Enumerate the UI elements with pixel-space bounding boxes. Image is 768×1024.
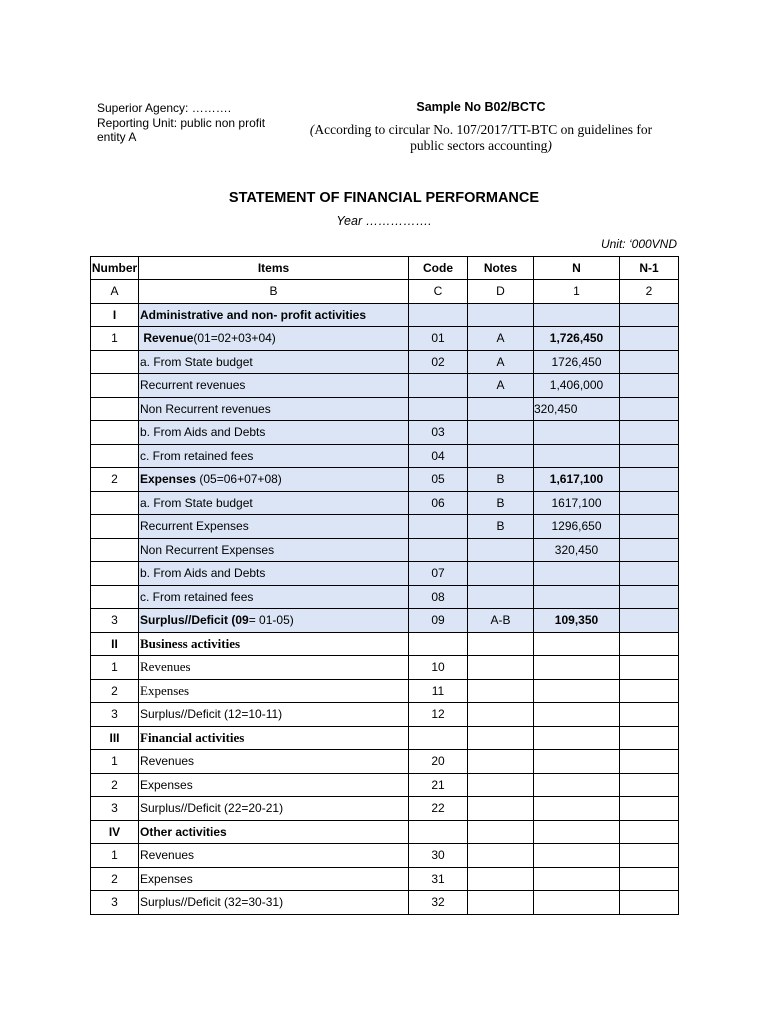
- section-label: Business activities: [139, 632, 409, 656]
- table-row: [91, 773, 679, 797]
- circular-close-paren: ): [547, 138, 552, 153]
- header-right: [300, 100, 662, 154]
- column-letter-row: [91, 280, 679, 304]
- table-row: [91, 891, 679, 915]
- row-value-n: 1296,650: [534, 515, 620, 539]
- table-row: [91, 844, 679, 868]
- row-number: 1: [91, 327, 139, 351]
- row-notes: [468, 444, 534, 468]
- row-item: Surplus//Deficit (32=30-31): [139, 891, 409, 915]
- col-header-items: Items: [139, 257, 409, 280]
- row-code: 21: [409, 773, 468, 797]
- table-row: [91, 703, 679, 727]
- row-number: 2: [91, 773, 139, 797]
- col-header-number: Number: [91, 257, 139, 280]
- row-item-formula: = 01-05): [248, 613, 294, 628]
- row-item: Expenses: [139, 867, 409, 891]
- col-header-n: N: [534, 257, 620, 280]
- superior-agency: Superior Agency: ……….: [97, 101, 232, 115]
- row-item: Revenues: [139, 844, 409, 868]
- row-code: [409, 515, 468, 539]
- circular-open-paren: (: [309, 122, 315, 137]
- row-number: [91, 421, 139, 445]
- row-code: 06: [409, 491, 468, 515]
- row-item: Revenues: [139, 656, 409, 680]
- table-row: [91, 421, 679, 445]
- section-number: IV: [91, 820, 139, 844]
- row-code: 04: [409, 444, 468, 468]
- sample-number: Sample No B02/BCTC: [416, 100, 546, 114]
- table-row: [91, 350, 679, 374]
- table-row: [91, 609, 679, 633]
- row-item: a. From State budget: [139, 491, 409, 515]
- row-value-n-1: [620, 397, 679, 421]
- row-value-n-1: [620, 444, 679, 468]
- row-value-n: [534, 585, 620, 609]
- row-notes: [468, 585, 534, 609]
- row-notes: [468, 397, 534, 421]
- row-item: Surplus//Deficit (12=10-11): [139, 703, 409, 727]
- row-code: 02: [409, 350, 468, 374]
- row-number: [91, 350, 139, 374]
- row-value-n-1: [620, 562, 679, 586]
- section-row: [91, 632, 679, 656]
- unit-label: Unit: ‘000VND: [600, 237, 677, 251]
- col-header-code: Code: [409, 257, 468, 280]
- col-letter-2: 2: [620, 280, 679, 304]
- row-number: [91, 444, 139, 468]
- row-item: [139, 609, 409, 633]
- row-value-n: 1,617,100: [534, 468, 620, 492]
- row-value-n-1: [620, 421, 679, 445]
- row-code: 22: [409, 797, 468, 821]
- table-row: [91, 468, 679, 492]
- row-code: [409, 538, 468, 562]
- section-row: [91, 820, 679, 844]
- row-item: c. From retained fees: [139, 444, 409, 468]
- row-item: a. From State budget: [139, 350, 409, 374]
- table-row: [91, 327, 679, 351]
- table-row: [91, 562, 679, 586]
- row-value-n: [534, 421, 620, 445]
- row-code: 08: [409, 585, 468, 609]
- section-row: [91, 303, 679, 327]
- section-label: Other activities: [139, 820, 409, 844]
- row-value-n-1: [620, 538, 679, 562]
- financial-performance-table: [90, 256, 679, 915]
- section-number: I: [91, 303, 139, 327]
- row-value-n: 109,350: [534, 609, 620, 633]
- row-number: 3: [91, 891, 139, 915]
- row-item: b. From Aids and Debts: [139, 562, 409, 586]
- row-notes: [468, 421, 534, 445]
- row-number: 3: [91, 797, 139, 821]
- col-letter-b: B: [139, 280, 409, 304]
- circular-reference: [300, 122, 662, 154]
- row-value-n: 1,726,450: [534, 327, 620, 351]
- row-item-formula: (01=02+03+04): [193, 331, 276, 346]
- row-value-n: 320,450: [534, 397, 620, 421]
- table-row: [91, 585, 679, 609]
- document-title: STATEMENT OF FINANCIAL PERFORMANCE: [228, 190, 540, 206]
- row-value-n: 1726,450: [534, 350, 620, 374]
- row-value-n: [534, 562, 620, 586]
- row-code: [409, 397, 468, 421]
- row-number: [91, 585, 139, 609]
- row-code: 07: [409, 562, 468, 586]
- row-notes: [468, 538, 534, 562]
- row-item: Non Recurrent revenues: [139, 397, 409, 421]
- row-notes: B: [468, 515, 534, 539]
- row-item: Recurrent Expenses: [139, 515, 409, 539]
- row-notes: [468, 562, 534, 586]
- row-code: 10: [409, 656, 468, 680]
- table-row: [91, 444, 679, 468]
- row-item-bold: Expenses: [140, 472, 197, 487]
- row-notes: B: [468, 491, 534, 515]
- row-value-n: 1617,100: [534, 491, 620, 515]
- row-value-n-1: [620, 350, 679, 374]
- table-row: [91, 538, 679, 562]
- table-row: [91, 750, 679, 774]
- row-number: 2: [91, 468, 139, 492]
- row-item: Surplus//Deficit (22=20-21): [139, 797, 409, 821]
- row-item: Recurrent revenues: [139, 374, 409, 398]
- row-code: 12: [409, 703, 468, 727]
- row-value-n-1: [620, 468, 679, 492]
- row-code: 01: [409, 327, 468, 351]
- row-code: 20: [409, 750, 468, 774]
- row-value-n-1: [620, 327, 679, 351]
- row-number: [91, 515, 139, 539]
- col-header-notes: Notes: [468, 257, 534, 280]
- row-item: b. From Aids and Debts: [139, 421, 409, 445]
- row-item: Revenues: [139, 750, 409, 774]
- row-notes: A: [468, 374, 534, 398]
- row-value-n: 1,406,000: [534, 374, 620, 398]
- row-value-n-1: [620, 374, 679, 398]
- row-notes: B: [468, 468, 534, 492]
- row-number: [91, 562, 139, 586]
- header-left: [97, 101, 297, 145]
- table-row: [91, 797, 679, 821]
- row-item: Expenses: [139, 679, 409, 703]
- row-value-n-1: [620, 609, 679, 633]
- row-value-n: [534, 444, 620, 468]
- row-value-n-1: [620, 585, 679, 609]
- circular-text: According to circular No. 107/2017/TT-BTC on guidelines for public sectors accounting: [314, 122, 653, 153]
- row-notes: A-B: [468, 609, 534, 633]
- table-row: [91, 679, 679, 703]
- reporting-unit: Reporting Unit: public non profit entity A: [97, 115, 266, 144]
- row-item-formula: (05=06+07+08): [196, 472, 282, 487]
- section-label: Financial activities: [139, 726, 409, 750]
- col-letter-a: A: [91, 280, 139, 304]
- row-code: 03: [409, 421, 468, 445]
- table-row: [91, 867, 679, 891]
- row-notes: A: [468, 350, 534, 374]
- row-value-n: 320,450: [534, 538, 620, 562]
- row-notes: A: [468, 327, 534, 351]
- year-line: Year …………….: [336, 214, 432, 228]
- row-code: 05: [409, 468, 468, 492]
- section-row: [91, 726, 679, 750]
- col-letter-c: C: [409, 280, 468, 304]
- table-header-row: [91, 257, 679, 280]
- row-number: [91, 374, 139, 398]
- row-number: [91, 538, 139, 562]
- row-item: Expenses: [139, 773, 409, 797]
- section-number: II: [91, 632, 139, 656]
- row-value-n-1: [620, 491, 679, 515]
- row-item-bold: Surplus//Deficit (09: [140, 613, 249, 628]
- row-number: 1: [91, 844, 139, 868]
- col-letter-d: D: [468, 280, 534, 304]
- row-code: 11: [409, 679, 468, 703]
- row-number: [91, 397, 139, 421]
- row-number: 3: [91, 609, 139, 633]
- table-row: [91, 397, 679, 421]
- table-row: [91, 515, 679, 539]
- row-item: Non Recurrent Expenses: [139, 538, 409, 562]
- section-number: III: [91, 726, 139, 750]
- table-row: [91, 656, 679, 680]
- row-code: 31: [409, 867, 468, 891]
- row-number: [91, 491, 139, 515]
- row-code: 32: [409, 891, 468, 915]
- row-item: c. From retained fees: [139, 585, 409, 609]
- col-header-n-1: N-1: [620, 257, 679, 280]
- row-code: 09: [409, 609, 468, 633]
- row-value-n-1: [620, 515, 679, 539]
- col-letter-1: 1: [534, 280, 620, 304]
- row-number: 2: [91, 679, 139, 703]
- row-code: 30: [409, 844, 468, 868]
- row-number: 1: [91, 656, 139, 680]
- row-item: [139, 468, 409, 492]
- row-item: [139, 327, 409, 351]
- table-row: [91, 491, 679, 515]
- row-code: [409, 374, 468, 398]
- row-number: 3: [91, 703, 139, 727]
- row-number: 2: [91, 867, 139, 891]
- section-label: Administrative and non- profit activities: [139, 303, 409, 327]
- row-number: 1: [91, 750, 139, 774]
- table-row: [91, 374, 679, 398]
- row-item-bold: Revenue: [143, 331, 194, 346]
